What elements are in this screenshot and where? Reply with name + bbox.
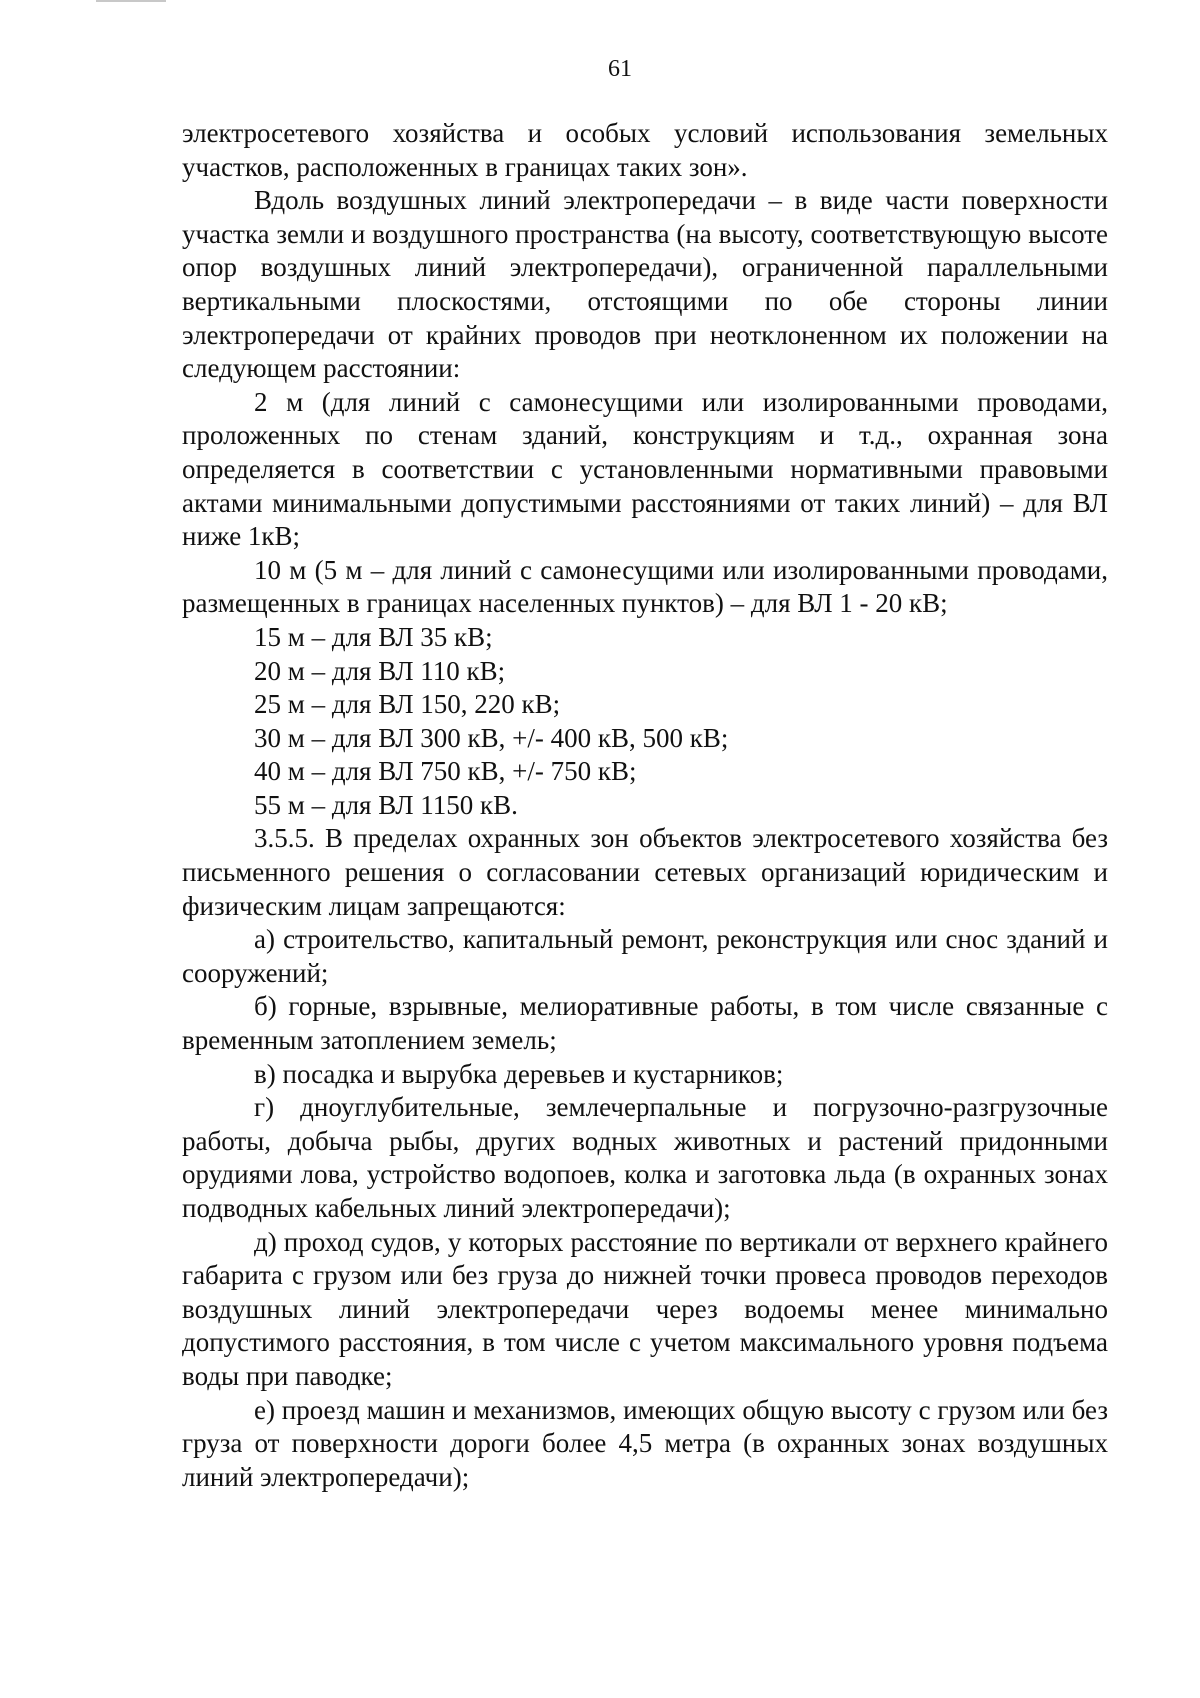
paragraph: 15 м – для ВЛ 35 кВ; bbox=[254, 621, 493, 652]
paragraph: д) проход судов, у которых расстояние по вертикали от верхнего крайнего габарита с грузом или без груза до нижней точки провеса проводов переходов воздушных линий электропередачи через водоемы менее минимально допустимого расстояния, в том числе с учетом максимального уровня подъема воды при паводке; bbox=[182, 1226, 1108, 1391]
scan-artifact bbox=[96, 0, 166, 2]
paragraph: а) строительство, капитальный ремонт, реконструкция или снос зданий и сооружений; bbox=[182, 924, 1108, 988]
paragraph: Вдоль воздушных линий электропередачи – в виде части поверхности участка земли и воздушного пространства (на высоту, соответствующую высоте опор воздушных линий электропередачи), ограниченной параллельными вертикальными плоскостями, отстоящими по обе стороны линии электропередачи от крайних проводов при неотклоненном их положении на следующем расстоянии: bbox=[182, 185, 1108, 384]
page-number: 61 bbox=[608, 56, 632, 82]
paragraph: 25 м – для ВЛ 150, 220 кВ; bbox=[254, 689, 561, 720]
paragraph: 55 м – для ВЛ 1150 кВ. bbox=[254, 789, 518, 820]
paragraph: е) проезд машин и механизмов, имеющих общую высоту с грузом или без груза от поверхности дороги более 4,5 метра (в охранных зонах воздушных линий электропередачи); bbox=[182, 1394, 1108, 1492]
paragraph: электросетевого хозяйства и особых условий использования земельных участков, расположенных в границах таких зон». bbox=[182, 118, 1108, 182]
paragraph: 3.5.5. В пределах охранных зон объектов электросетевого хозяйства без письменного решения о согласовании сетевых организаций юридическим и физическим лицам запрещаются: bbox=[182, 823, 1108, 921]
paragraph: 20 м – для ВЛ 110 кВ; bbox=[254, 655, 506, 686]
paragraph: 30 м – для ВЛ 300 кВ, +/- 400 кВ, 500 кВ; bbox=[254, 722, 729, 753]
paragraph: б) горные, взрывные, мелиоративные работы, в том числе связанные с временным затоплением земель; bbox=[182, 991, 1108, 1056]
paragraph: в) посадка и вырубка деревьев и кустарников; bbox=[254, 1058, 784, 1089]
document-body bbox=[182, 117, 1108, 1494]
paragraph: 10 м (5 м – для линий с самонесущими или изолированными проводами, размещенных в границах населенных пунктов) – для ВЛ 1 - 20 кВ; bbox=[182, 554, 1108, 619]
paragraph: 2 м (для линий с самонесущими или изолированными проводами, проложенных по стенам зданий, конструкциям и т.д., охранная зона определяется в соответствии с установленными нормативными правовыми актами минимальными допустимыми расстояниями от таких линий) – для ВЛ ниже 1кВ; bbox=[182, 386, 1108, 552]
paragraph: г) дноуглубительные, землечерпальные и погрузочно-разгрузочные работы, добыча рыбы, других водных животных и растений придонными орудиями лова, устройство водопоев, колка и заготовка льда (в охранных зонах подводных кабельных линий электропередачи); bbox=[182, 1092, 1108, 1223]
paragraph: 40 м – для ВЛ 750 кВ, +/- 750 кВ; bbox=[254, 756, 637, 787]
